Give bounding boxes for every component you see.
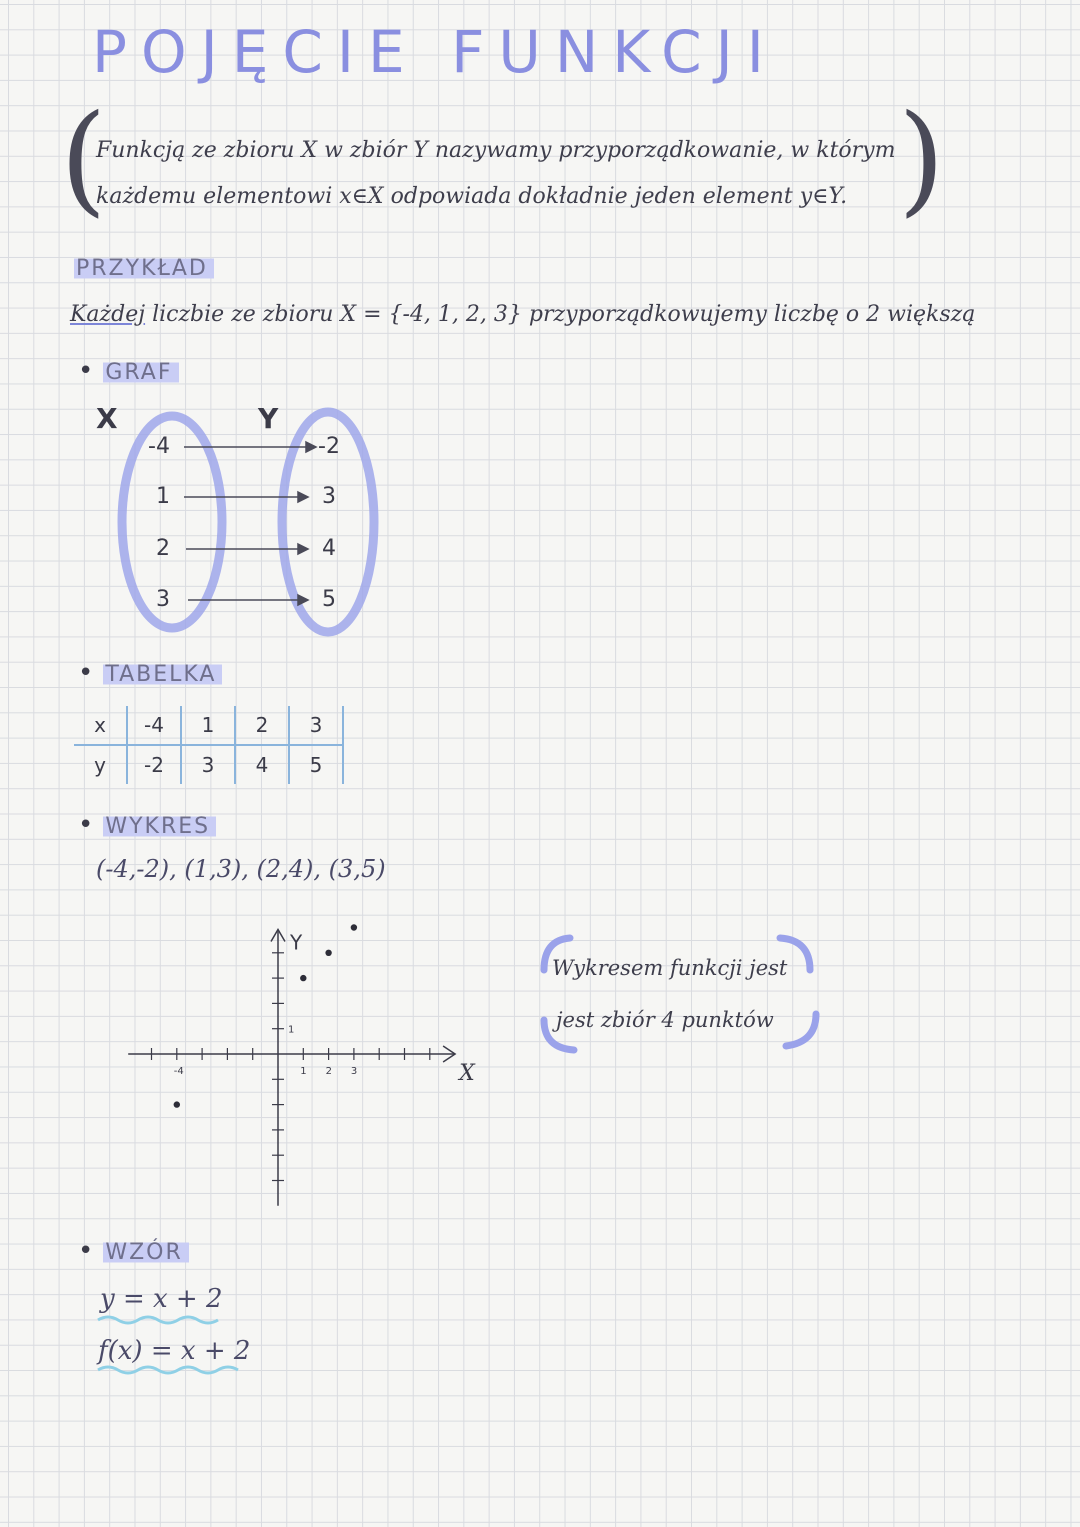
definition-line-2: każdemu elementowi x∈X odpowiada dokładnie jeden element y∈Y. bbox=[96, 184, 848, 209]
page-title: POJĘCIE FUNKCJI bbox=[92, 18, 778, 86]
arrow-head-icon bbox=[306, 442, 316, 452]
graf-x-value: 1 bbox=[156, 484, 170, 509]
data-point bbox=[325, 950, 331, 956]
note-line-1: Wykresem funkcji jest bbox=[552, 956, 788, 980]
graf-heading-text: GRAF bbox=[103, 360, 178, 385]
graf-y-value: 5 bbox=[322, 587, 336, 612]
example-underlined-word: Każdej bbox=[70, 302, 146, 327]
domain-oval bbox=[122, 416, 222, 628]
graf-x-value: -4 bbox=[148, 434, 170, 459]
graf-y-label: Y bbox=[258, 402, 279, 435]
example-heading-text: PRZYKŁAD bbox=[74, 256, 214, 281]
bracket-shape bbox=[786, 1014, 816, 1046]
points-list: (-4,-2), (1,3), (2,4), (3,5) bbox=[96, 855, 386, 883]
table-cell: 3 bbox=[181, 745, 235, 784]
left-paren: ( bbox=[60, 90, 107, 229]
table-cell: -4 bbox=[127, 706, 181, 745]
table-row-y bbox=[74, 745, 343, 784]
table-cell: 2 bbox=[235, 706, 289, 745]
x-tick-label: -4 bbox=[173, 1066, 184, 1077]
table-cell: 4 bbox=[235, 745, 289, 784]
example-rest: liczbie ze zbioru X = {-4, 1, 2, 3} przyporządkowujemy liczbę o 2 większą bbox=[145, 302, 976, 327]
table-cell: 3 bbox=[289, 706, 343, 745]
bullet-icon: • bbox=[78, 356, 96, 386]
x-tick-label: 1 bbox=[300, 1066, 307, 1077]
table-cell: -2 bbox=[127, 745, 181, 784]
table-cell: x bbox=[74, 706, 127, 745]
graf-y-value: -2 bbox=[318, 434, 340, 459]
data-point bbox=[174, 1101, 180, 1107]
x-tick-label: 3 bbox=[350, 1066, 358, 1077]
table-cell: 1 bbox=[181, 706, 235, 745]
x-axis-label: X bbox=[459, 1061, 475, 1086]
x-tick-label: 2 bbox=[325, 1066, 332, 1077]
scatter-plot bbox=[100, 890, 500, 1220]
bullet-icon: • bbox=[78, 810, 96, 840]
y-tick-label: 1 bbox=[288, 1024, 295, 1036]
table-cell: y bbox=[74, 745, 127, 784]
table-cell: 5 bbox=[289, 745, 343, 784]
graf-y-value: 3 bbox=[322, 484, 336, 509]
arrow-head-icon bbox=[298, 492, 308, 502]
wykres-heading-text: WYKRES bbox=[103, 814, 216, 839]
graf-x-label: X bbox=[96, 402, 118, 435]
data-point bbox=[300, 975, 306, 981]
graf-y-value: 4 bbox=[322, 536, 336, 561]
arrow-head-icon bbox=[298, 595, 308, 605]
tabelka-heading bbox=[78, 658, 222, 688]
graf-x-value: 2 bbox=[156, 536, 170, 561]
wavy-underline bbox=[98, 1317, 218, 1323]
wavy-underlines bbox=[94, 1312, 264, 1382]
table-row-x bbox=[74, 706, 343, 745]
wykres-heading bbox=[78, 810, 216, 840]
arrow-head-icon bbox=[298, 544, 308, 554]
right-paren: ) bbox=[898, 90, 945, 229]
wavy-underline bbox=[98, 1367, 238, 1373]
formula-1: y = x + 2 bbox=[100, 1284, 223, 1314]
bullet-icon: • bbox=[78, 658, 96, 688]
y-axis-label: Y bbox=[290, 930, 303, 955]
tabelka-heading-text: TABELKA bbox=[103, 662, 222, 687]
graf-x-value: 3 bbox=[156, 587, 170, 612]
value-table bbox=[74, 706, 344, 784]
note-line-2: jest zbiór 4 punktów bbox=[556, 1008, 774, 1032]
bullet-icon: • bbox=[78, 1236, 96, 1266]
formula-2: f(x) = x + 2 bbox=[98, 1336, 251, 1366]
wzor-heading-text: WZÓR bbox=[103, 1240, 188, 1265]
note-brackets bbox=[530, 930, 830, 1060]
data-point bbox=[351, 924, 357, 930]
definition-line-1: Funkcją ze zbioru X w zbiór Y nazywamy przyporządkowanie, w którym bbox=[96, 138, 896, 163]
wzor-heading bbox=[78, 1236, 189, 1266]
